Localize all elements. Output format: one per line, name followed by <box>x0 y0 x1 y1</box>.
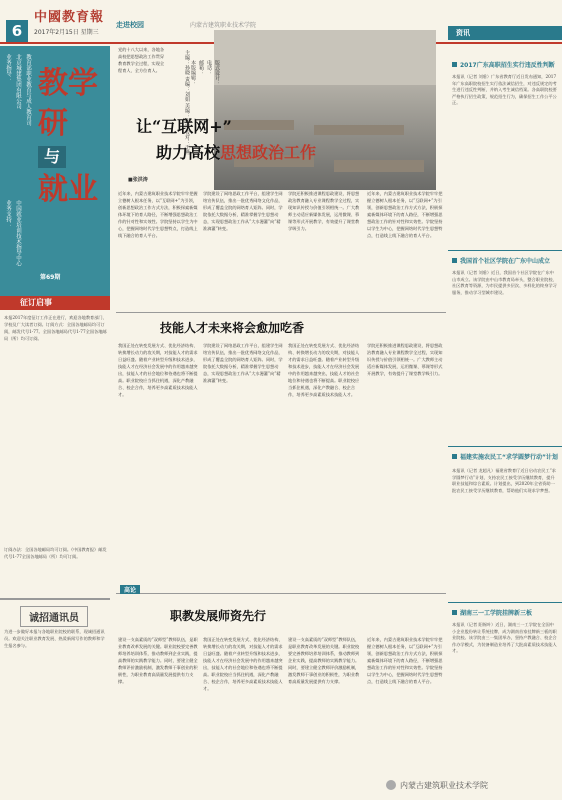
support-label: 业务支持： <box>5 200 11 228</box>
section-title-bottom: 就业 <box>38 172 98 207</box>
guidance-label: 业务指导： <box>5 54 11 82</box>
subscription-method: 订阅办法：全国各地邮局均可订阅。《中国教育报》邮发代号1-77全国各地邮局（所）均可订阅。 <box>4 547 107 559</box>
section-title-top: 教学研 <box>38 66 98 141</box>
news1-title: 2017广东高职招生实行违反性判断 <box>452 60 555 69</box>
article3-col1: 建设一支高素质的“双师型”教师队伍，是职业教育改革发展的关键。职业院校要完善教师培养培训体系，推动教师到企业实践，提高教师的实践教学能力。同时，要建立健全教师评价激励机制，激发教师干事创业的积极性，为职业教育高质量发展提供有力支撑。 <box>118 637 198 684</box>
opinion-bar <box>116 584 446 594</box>
article1-col3: 学院还积极推进课程思政建设，将思想政治教育融入专业课程教学全过程，实现知识传授与价值引领相统一。广大教师主动适应新媒体发展，运用微课、慕课等形式开展教学，有效提升了课堂教学吸引力。 <box>288 191 360 231</box>
main-headline-line1: 让“互联网+” <box>136 117 232 136</box>
issue-date: 2017年2月15日 星期三 <box>34 29 99 36</box>
editor-strip-item: 邮箱： <box>198 60 204 75</box>
column-subheading: 内蒙古建筑职业技术学院 <box>190 22 257 29</box>
article3-col4: 近年来，内蒙古建筑职业技术学院牢牢把握立德树人根本任务，以“互联网+”为引领，创新思想政治工作方式方法，积极探索新媒体环境下的育人路径，不断增强思想政治工作的针对性和实效性。学院坚持以学生为中心，把握网络时代学生思想特点，打造线上线下融合的育人平台。 <box>367 637 443 684</box>
article2-col4: 学院还积极推进课程思政建设，将思想政治教育融入专业课程教学全过程，实现知识传授与价值引领相统一。广大教师主动适应新媒体发展，运用微课、慕课等形式开展教学，有效提升了课堂教学吸引力。 <box>367 343 443 376</box>
article3-col2: 我国正处在转变发展方式、优化经济结构、转换增长动力的攻关期，对技能人才的需求日益旺盛。随着产业转型升级和技术进步，技能人才在经济社会发展中的作用越来越突出，技能人才的社会地位和待遇也将不断提高。职业院校应当抓住机遇，深化产教融合、校企合作，培养更多高素质技术技能人才。 <box>203 637 283 691</box>
wechat-icon <box>386 780 396 790</box>
news1-text: 本报讯（记者 刘盾）广东省教育厅近日发布通知，2017年广东高职院校招生实行依法诚信招生，对违反规定的考生进行违反性判断，并纳入考生诚信档案。各高职院校要严格执行招生政策，规范招生行为，确保招生工作公平公正。 <box>452 74 557 106</box>
news3-text: 本报讯（记者 龙超凡）福建省教育厅近日启动农民工“求学圆梦行动”计划，支持农民工接受学历继续教育，提升职业技能和综合素质。计划提出，到2020年全省资助一批农民工接受学历继续教育，帮助他们实现求学梦想。 <box>452 468 556 493</box>
column-heading: 走进校园 <box>116 21 144 29</box>
lead-blurb: 党的十八大以来，各地各高校把思想政治工作贯穿教育教学全过程，实现全程育人、全方位育人。 <box>118 47 165 73</box>
article1-byline: ■张洪涛 <box>128 177 148 183</box>
newspaper-logo: 中國教育報 <box>34 10 105 25</box>
section-title-and: 与 <box>38 146 66 168</box>
editor-credits: 主编：孙晓 责编：刘娟 美编：张雪 校对：王燕 <box>184 50 190 155</box>
recruit-text: 为进一步做好本报与各地职业院校的联系，现诚招通讯员。欢迎关注职业教育发展、热爱新闻写作的教师和学生报名参与。 <box>4 629 105 648</box>
subscription-notice-text: 本报2017年度征订工作正在进行，欢迎各地教育部门、学校及广大读者订阅。订阅方式：全国各地邮局均可订阅，邮发代号1-77。全国各地邮局代号1-77全国各地邮局（所）均可订阅。 <box>4 315 107 341</box>
article3-col3: 建设一支高素质的“双师型”教师队伍，是职业教育改革发展的关键。职业院校要完善教师培养培训体系，推动教师到企业实践，提高教师的实践教学能力。同时，要建立健全教师评价激励机制，激发教师干事创业的积极性，为职业教育高质量发展提供有力支撑。 <box>288 637 360 684</box>
edition-number: 第69期 <box>40 274 61 281</box>
news2-text: 本报讯（记者 刘盾）近日，我国首个社区学院在广东中山市成立。该学院由中山市教育局牵头，整合职业院校、社区教育等资源，为市民提供多层次、多样化的终身学习服务，推动学习型城市建设。 <box>452 270 557 295</box>
news-divider <box>448 446 562 447</box>
editor-strip-item: 电话： <box>206 60 212 75</box>
article1-col2: 学院建设了网络思政工作平台，组建学生网络宣传队伍，推出一批优秀网络文化作品，形成了覆盖全院的网络育人矩阵。同时，学院依托大数据分析，精准掌握学生思想动态，实现思想政治工作从“大水漫灌”向“精准滴灌”转变。 <box>203 191 283 231</box>
guidance-org-2: 教育部职业教育与成人教育司 <box>25 54 31 126</box>
editor-strip-item: 本版编辑： <box>190 60 196 85</box>
news2-title: 我国首个社区学院在广东中山成立 <box>452 256 550 265</box>
article1-col4: 近年来，内蒙古建筑职业技术学院牢牢把握立德树人根本任务，以“互联网+”为引领，创新思想政治工作方式方法，积极探索新媒体环境下的育人路径，不断增强思想政治工作的针对性和实效性。学院坚持以学生为中心，把握网络时代学生思想特点，打造线上线下融合的育人平台。 <box>367 191 443 238</box>
news-divider <box>448 250 562 251</box>
article3-headline: 职教发展师资先行 <box>170 609 267 623</box>
page-number: 6 <box>6 20 28 42</box>
divider <box>116 312 446 313</box>
classroom-photo <box>214 30 436 190</box>
support-org: 中国就业培训技术指导中心 <box>15 200 21 266</box>
section-title <box>38 64 108 210</box>
article1-col1: 近年来，内蒙古建筑职业技术学院牢牢把握立德树人根本任务，以“互联网+”为引领，创新思想政治工作方式方法，积极探索新媒体环境下的育人路径，不断增强思想政治工作的针对性和实效性。学院坚持以学生为中心，把握网络时代学生思想特点，打造线上线下融合的育人平台。 <box>118 191 198 238</box>
main-headline-prefix: 助力高校 <box>156 143 221 162</box>
article2-col1: 我国正处在转变发展方式、优化经济结构、转换增长动力的攻关期，对技能人才的需求日益旺盛。随着产业转型升级和技术进步，技能人才在经济社会发展中的作用越来越突出，技能人才的社会地位和待遇也将不断提高。职业院校应当抓住机遇，深化产教融合、校企合作，培养更多高素质技术技能人才。 <box>118 343 198 397</box>
news4-title: 湖南三一工学院挂牌新三板 <box>452 608 532 617</box>
article2-headline: 技能人才未来将会愈加吃香 <box>160 321 305 335</box>
guidance-org-1: 北京城建集团有限公司 <box>15 54 21 109</box>
main-headline-highlight: 思想政治工作 <box>220 143 317 162</box>
article2-col3: 我国正处在转变发展方式、优化经济结构、转换增长动力的攻关期，对技能人才的需求日益旺盛。随着产业转型升级和技术进步，技能人才在经济社会发展中的作用越来越突出，技能人才的社会地位和待遇也将不断提高。职业院校应当抓住机遇，深化产教融合、校企合作，培养更多高素质技术技能人才。 <box>288 343 360 397</box>
opinion-label: 高论 <box>120 585 140 594</box>
news-divider <box>448 602 562 603</box>
recruit-title: 诚招通讯员 <box>20 606 88 627</box>
article2-col2: 学院建设了网络思政工作平台，组建学生网络宣传队伍，推出一批优秀网络文化作品，形成了覆盖全院的网络育人矩阵。同时，学院依托大数据分析，精准掌握学生思想动态，实现思想政治工作从“大水漫灌”向“精准滴灌”转变。 <box>203 343 283 383</box>
editor-strip-item: 版式设计： <box>214 60 220 85</box>
news-tab: 资讯 <box>448 26 562 40</box>
news4-text: 本报讯（记者 阳锡叶）近日，湖南三一工学院在全国中小企业股份转让系统挂牌，成为湖南首家挂牌新三板的职业院校。该学院由三一集团举办，坚持产教融合、校企合作办学模式，为装备制造业培养了大批高素质技术技能人才。 <box>452 622 557 654</box>
subscription-notice-title: 征订启事 <box>0 296 110 310</box>
main-headline-line2 <box>156 140 316 163</box>
news3-title: 福建实施农民工“求学圆梦行动”计划 <box>452 452 558 461</box>
source-watermark: 内蒙古建筑职业技术学院 <box>400 781 488 790</box>
